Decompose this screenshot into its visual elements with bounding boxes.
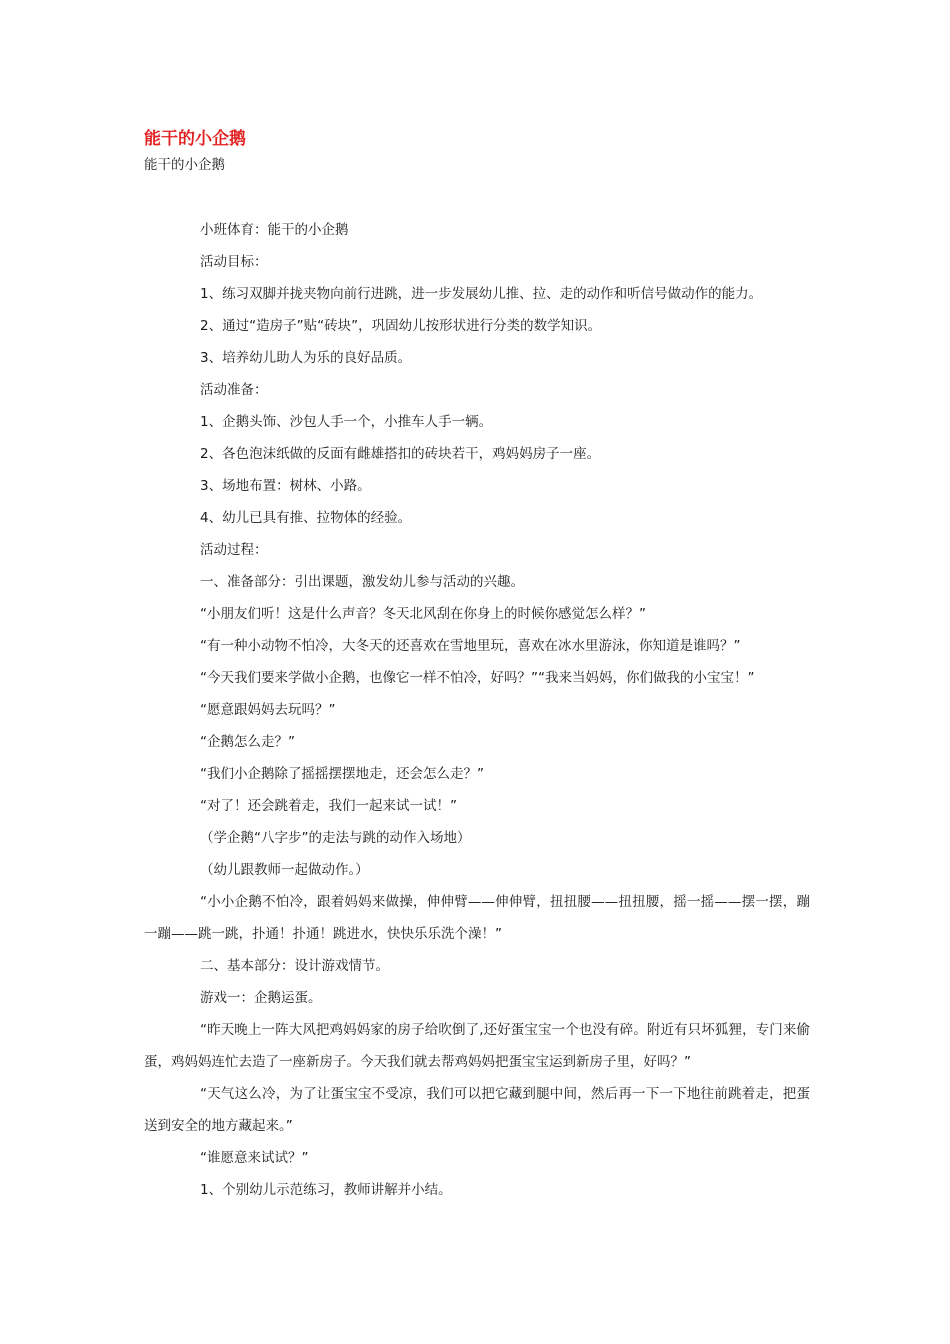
document-title: 能干的小企鹅 bbox=[144, 129, 246, 149]
paragraph: “我们小企鹅除了摇摇摆摆地走，还会怎么走？” bbox=[200, 766, 484, 782]
paragraph: “天气这么冷，为了让蛋宝宝不受凉，我们可以把它藏到腿中间，然后再一下一下地往前跳着走，把蛋送到安全的地方藏起来。” bbox=[144, 1086, 810, 1134]
paragraph: 1、个别幼儿示范练习，教师讲解并小结。 bbox=[200, 1182, 452, 1198]
document-subtitle: 能干的小企鹅 bbox=[144, 157, 225, 173]
paragraph: “小朋友们听！这是什么声音？冬天北风刮在你身上的时候你感觉怎么样？” bbox=[200, 606, 646, 622]
paragraph: 一、准备部分：引出课题，激发幼儿参与活动的兴趣。 bbox=[200, 574, 524, 590]
paragraph: 活动目标： bbox=[200, 254, 268, 270]
paragraph: 小班体育：能干的小企鹅 bbox=[200, 222, 349, 238]
paragraph: 二、基本部分：设计游戏情节。 bbox=[200, 958, 389, 974]
paragraph: 3、场地布置：树林、小路。 bbox=[200, 478, 371, 494]
paragraph: （幼儿跟教师一起做动作。） bbox=[200, 862, 369, 878]
paragraph: 活动准备： bbox=[200, 382, 268, 398]
paragraph: “小小企鹅不怕冷，跟着妈妈来做操，伸伸臂——伸伸臂，扭扭腰——扭扭腰，摇一摇——摆一摆，蹦一蹦——跳一跳，扑通！扑通！跳进水，快快乐乐洗个澡！” bbox=[144, 894, 810, 942]
paragraph: （学企鹅“八字步”的走法与跳的动作入场地） bbox=[200, 830, 471, 846]
paragraph: “谁愿意来试试？” bbox=[200, 1150, 309, 1166]
paragraph: 3、培养幼儿助人为乐的良好品质。 bbox=[200, 350, 412, 366]
paragraph: 1、企鹅头饰、沙包人手一个，小推车人手一辆。 bbox=[200, 414, 493, 430]
document-body bbox=[144, 214, 810, 1206]
paragraph: “有一种小动物不怕冷，大冬天的还喜欢在雪地里玩，喜欢在冰水里游泳，你知道是谁吗？” bbox=[200, 638, 741, 654]
paragraph: “对了！还会跳着走，我们一起来试一试！” bbox=[200, 798, 457, 814]
paragraph: 1、练习双脚并拢夹物向前行进跳，进一步发展幼儿推、拉、走的动作和听信号做动作的能力。 bbox=[200, 286, 763, 302]
paragraph: 2、通过“造房子”贴“砖块”，巩固幼儿按形状进行分类的数学知识。 bbox=[200, 318, 602, 334]
paragraph: 游戏一：企鹅运蛋。 bbox=[200, 990, 322, 1006]
paragraph: 4、幼儿已具有推、拉物体的经验。 bbox=[200, 510, 412, 526]
paragraph: “昨天晚上一阵大风把鸡妈妈家的房子给吹倒了,还好蛋宝宝一个也没有碎。附近有只坏狐狸，专门来偷蛋，鸡妈妈连忙去造了一座新房子。今天我们就去帮鸡妈妈把蛋宝宝运到新房子里，好吗？” bbox=[144, 1022, 810, 1070]
paragraph: “今天我们要来学做小企鹅，也像它一样不怕冷，好吗？”“我来当妈妈，你们做我的小宝宝！” bbox=[200, 670, 755, 686]
paragraph: 活动过程： bbox=[200, 542, 268, 558]
paragraph: “愿意跟妈妈去玩吗？” bbox=[200, 702, 336, 718]
paragraph: “企鹅怎么走？” bbox=[200, 734, 295, 750]
paragraph: 2、各色泡沫纸做的反面有雌雄搭扣的砖块若干，鸡妈妈房子一座。 bbox=[200, 446, 601, 462]
